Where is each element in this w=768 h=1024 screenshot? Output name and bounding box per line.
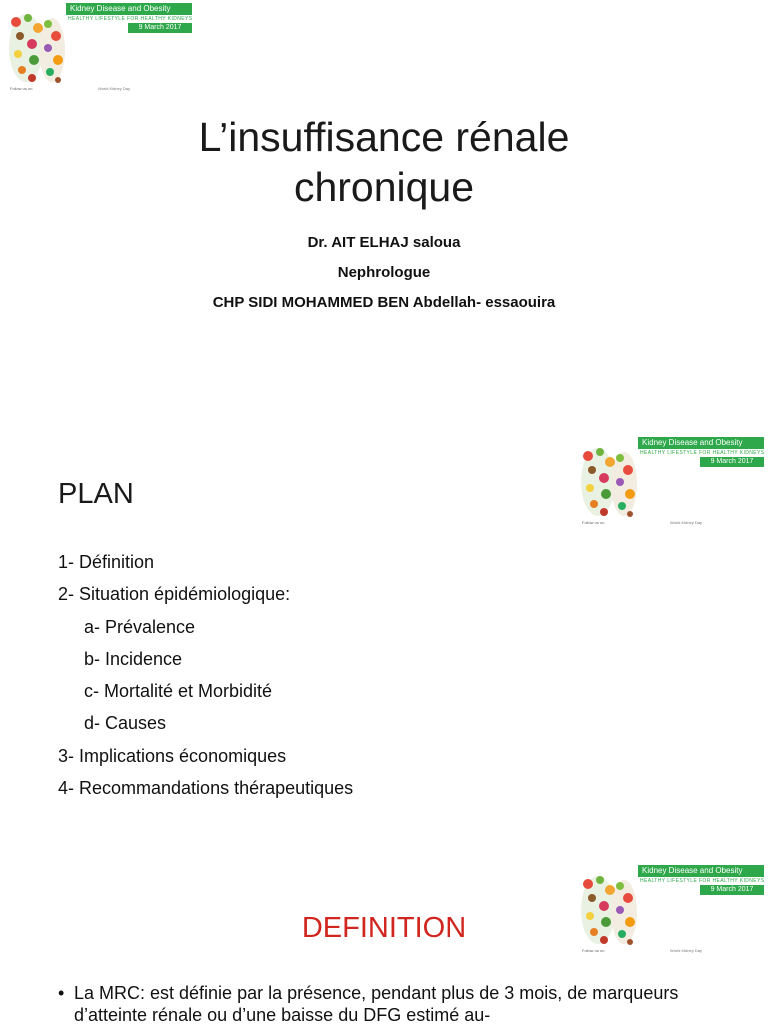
plan-heading: PLAN: [58, 478, 134, 510]
banner-title: Kidney Disease and Obesity: [638, 865, 764, 877]
author-institution: CHP SIDI MOHAMMED BEN Abdellah- essaouira: [212, 294, 556, 311]
banner-follow: Follow us on: [582, 948, 605, 953]
title-line-1: L’insuffisance rénale: [198, 114, 570, 160]
definition-text: La MRC: est définie par la présence, pendant plus de 3 mois, de marqueurs d’atteinte rénale ou d’une baisse du DFG estimé au-: [74, 983, 679, 1024]
plan-subitem: a- Prévalence: [84, 616, 196, 637]
author-name: Dr. AIT ELHAJ saloua: [307, 234, 461, 251]
banner-follow: Follow us on: [582, 520, 605, 525]
banner-title: Kidney Disease and Obesity: [66, 3, 192, 15]
banner-partners: World Kidney Day: [670, 520, 702, 525]
banner-subtitle: HEALTHY LIFESTYLE FOR HEALTHY KIDNEYS: [68, 16, 192, 22]
banner-title: Kidney Disease and Obesity: [638, 437, 764, 449]
plan-subitem: d- Causes: [84, 713, 167, 734]
definition-heading: DEFINITION: [301, 912, 467, 944]
banner-date: 9 March 2017: [128, 23, 192, 33]
banner-date: 9 March 2017: [700, 885, 764, 895]
banner-date: 9 March 2017: [700, 457, 764, 467]
plan-item: 4- Recommandations thérapeutiques: [58, 778, 354, 799]
title-line-2: chronique: [293, 164, 475, 210]
kidney-day-banner: [4, 0, 194, 95]
banner-subtitle: HEALTHY LIFESTYLE FOR HEALTHY KIDNEYS: [640, 878, 764, 884]
banner-partners: World Kidney Day: [670, 948, 702, 953]
author-block: [84, 228, 684, 318]
banner-subtitle: HEALTHY LIFESTYLE FOR HEALTHY KIDNEYS: [640, 450, 764, 456]
plan-list: [58, 546, 353, 804]
slide-title: [0, 0, 768, 412]
author-role: Nephrologue: [337, 264, 431, 281]
bullet-icon: •: [58, 983, 65, 1003]
plan-subitem: c- Mortalité et Morbidité: [84, 681, 273, 702]
banner-partners: World Kidney Day: [98, 86, 130, 91]
kidney-day-banner: [576, 434, 766, 529]
slide-title-text: [84, 112, 684, 212]
definition-paragraph: [58, 982, 738, 1024]
plan-item: 3- Implications économiques: [58, 745, 287, 766]
plan-subitem: b- Incidence: [84, 648, 183, 669]
banner-follow: Follow us on: [10, 86, 33, 91]
plan-item: 2- Situation épidémiologique:: [58, 584, 291, 605]
plan-item: 1- Définition: [58, 552, 155, 572]
slide-definition: [0, 848, 768, 1024]
slide-plan: [0, 424, 768, 848]
